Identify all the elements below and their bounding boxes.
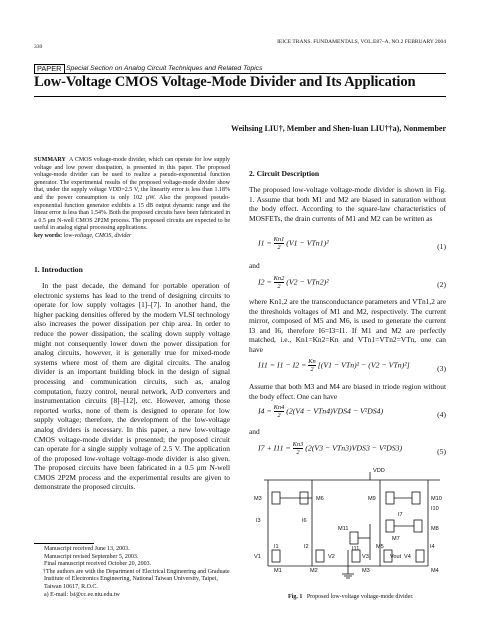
eq3-lhs: I11 = I1 − I2 = bbox=[258, 360, 307, 370]
label-i11: I11 bbox=[352, 546, 360, 552]
eq4-rhs: (2(V4 − VTn4)VDS4 − V²DS4) bbox=[286, 406, 384, 416]
label-i4: I4 bbox=[430, 544, 435, 550]
keywords-label: key words: bbox=[34, 232, 63, 239]
label-m7: M7 bbox=[392, 536, 400, 542]
label-i3: I3 bbox=[256, 518, 261, 524]
footnotes bbox=[34, 546, 230, 599]
title-rule bbox=[34, 96, 446, 97]
eq5-lhs: I7 + I11 = bbox=[258, 443, 291, 453]
eq3-den: 2 bbox=[310, 366, 314, 373]
label-v3: V3 bbox=[362, 554, 369, 560]
eq5-rhs: (2(V3 − VTn3)VDS3 − V²DS3) bbox=[305, 443, 403, 453]
authors: Weihsing LIU†, Member and Shen-Iuan LIU††a), Nonmember bbox=[231, 124, 446, 133]
eq2-lhs: I2 = bbox=[258, 277, 272, 287]
figure-1-schematic bbox=[252, 464, 446, 586]
figure-caption-label: Fig. 1 bbox=[288, 594, 303, 600]
keywords: low-voltage, CMOS, divider bbox=[63, 232, 132, 239]
eq4-number: (4) bbox=[437, 410, 446, 419]
eq4-den: 2 bbox=[277, 412, 281, 419]
label-vdd: VDD bbox=[373, 468, 385, 474]
and-1: and bbox=[249, 261, 260, 270]
label-v1: V1 bbox=[254, 554, 261, 560]
label-i7: I7 bbox=[398, 512, 403, 518]
eq3-number: (3) bbox=[437, 364, 446, 373]
label-i10: I10 bbox=[431, 506, 439, 512]
summary-block bbox=[34, 157, 230, 241]
label-m6: M6 bbox=[316, 496, 324, 502]
eq3-num: Kn bbox=[308, 358, 316, 365]
footnote-received: Manuscript received June 13, 2003. bbox=[44, 546, 130, 552]
eq4-num: Kn4 bbox=[273, 404, 285, 411]
label-m3b: M3 bbox=[362, 568, 370, 574]
footnote-revised: Manuscript revised September 5, 2003. bbox=[44, 553, 139, 560]
equation-5 bbox=[258, 441, 402, 456]
circuit-p3: Assume that both M3 and M4 are biased in triode region without the body effect. One can have bbox=[249, 382, 446, 401]
eq2-num: Kn2 bbox=[273, 275, 285, 282]
equation-1 bbox=[258, 236, 329, 251]
eq4-lhs: I4 = bbox=[258, 406, 272, 416]
eq1-lhs: I1 = bbox=[258, 238, 272, 248]
figure-caption-text: Proposed low-voltage voltage-mode divider. bbox=[306, 594, 414, 600]
summary-label: SUMMARY bbox=[34, 157, 66, 163]
equation-4 bbox=[258, 404, 383, 419]
label-i6: I6 bbox=[302, 518, 307, 524]
and-2: and bbox=[249, 427, 260, 436]
eq2-den: 2 bbox=[277, 283, 281, 290]
eq3-rhs: [(V1 − VTn)² − (V2 − VTn)²] bbox=[317, 360, 410, 370]
footnote-affiliation: †The authors are with the Department of Electrical Engineering and Graduate Institute of Electronics Engineering, National Taiwan University, Taipei, Taiwan 10617, R.O.C. bbox=[43, 568, 230, 590]
label-i1: I1 bbox=[274, 544, 279, 550]
equation-3 bbox=[258, 358, 410, 373]
label-vout: Vout bbox=[390, 554, 402, 560]
eq1-num: Kn1 bbox=[273, 236, 285, 243]
paper-label: PAPER bbox=[34, 64, 65, 74]
eq2-rhs: (V2 − VTn2)² bbox=[286, 277, 329, 287]
special-section: Special Section on Analog Circuit Techniques and Related Topics bbox=[66, 65, 263, 72]
circuit-p1: The proposed low-voltage voltage-mode divider is shown in Fig. 1. Assume that both M1 and M2 are biased in saturation without the body effect. According to the square-law characteristics of MOSFETs, the drain currents of M1 and M2 can be written as bbox=[249, 185, 446, 223]
eq5-den: 2 bbox=[296, 449, 300, 456]
label-m9: M9 bbox=[368, 496, 376, 502]
footnote-rule bbox=[34, 543, 94, 544]
eq1-number: (1) bbox=[437, 242, 446, 251]
summary-text: A CMOS voltage-mode divider, which can operate for low supply voltage and low power dissipation, is presented in this paper. The proposed voltage-mode divider can be used to realize a pseudo-exponential function generator. The experimental results of the proposed voltage-mode divider show that, under the supply voltage VDD=2.5 V, the linearity error is less than 1.18% and the power consumption is only 102 μW. Also the proposed pseudo-exponential function generator exhibits a 15 dB output dynamic range and the linear error is less than 1.54%. Both the proposed circuits have been fabricated in a 0.5 μm N-well CMOS 2P2M process. The proposed circuits are expected to be useful in analog signal processing applications. bbox=[34, 157, 230, 232]
label-m2: M2 bbox=[310, 568, 318, 574]
label-v4: V4 bbox=[404, 554, 411, 560]
eq1-den: 2 bbox=[277, 244, 281, 251]
eq5-number: (5) bbox=[437, 447, 446, 456]
label-i2: I2 bbox=[304, 544, 309, 550]
eq2-number: (2) bbox=[437, 280, 446, 289]
label-m3: M3 bbox=[254, 496, 262, 502]
label-m1: M1 bbox=[274, 568, 282, 574]
circuit-heading: 2. Circuit Description bbox=[249, 169, 320, 178]
eq1-rhs: (V1 − VTn1)² bbox=[286, 238, 329, 248]
label-m4: M4 bbox=[431, 568, 439, 574]
label-m8: M8 bbox=[431, 526, 439, 532]
figure-1-caption bbox=[288, 594, 414, 602]
intro-text: In the past decade, the demand for portable operation of electronic systems has lead to the trend of designing circuits to operate for low supply voltages [1]–[7]. In another hand, the higher packing densities offered by the modern VLSI technology also increases the power dissipation per chip area. In order to reduce the power dissipation, the scaling down supply voltage might not consequently lower down the power dissipation for analog circuits, however, it is generally true for mixed-mode systems where most of them are digital circuits. The analog divider is an important building block in the design of signal processing and communication circuits, such as, analog computation, fuzzy control, neural network, A/D converters and instrumentation circuits [8]–[12], etc. However, among those reported works, none of them is designed to operate for low supply voltage; therefore, the development of the low-voltage analog dividers is necessary. In this paper, a new low-voltage CMOS voltage-mode divider is presented; the proposed circuit can operate for a single supply voltage of 2.5 V. The application of the proposed low-voltage voltage-mode divider is also given. The proposed circuits have been fabricated in a 0.5 μm N-well CMOS 2P2M process and the experimental results are given to demonstrate the proposed circuits. bbox=[34, 281, 230, 492]
equation-2 bbox=[258, 275, 329, 290]
label-m5: M5 bbox=[376, 544, 384, 550]
journal-header: IEICE TRANS. FUNDAMENTALS, VOL.E87–A, NO.2 FEBRUARY 2004 bbox=[277, 39, 446, 45]
page-number: 330 bbox=[34, 44, 43, 50]
intro-heading: 1. Introduction bbox=[34, 265, 83, 274]
eq5-num: Kn3 bbox=[292, 441, 304, 448]
footnote-email: a) E-mail: lsi@cc.ee.ntu.edu.tw bbox=[44, 591, 120, 598]
label-v2: V2 bbox=[328, 554, 335, 560]
circuit-p2: where Kn1,2 are the transconductance parameters and VTn1,2 are the thresholds voltages of M1 and M2, respectively. The current mirror, composed of M5 and M6, is used to generate the current I3 and I6, therefore I6=I3=I1. If M1 and M2 are perfectly matched, i.e., Kn1=Kn2=Kn and VTn1=VTn2=VTn, one can have bbox=[249, 297, 446, 354]
paper-title: Low-Voltage CMOS Voltage-Mode Divider and Its Application bbox=[34, 74, 416, 90]
label-m10: M10 bbox=[431, 496, 442, 502]
label-m11: M11 bbox=[338, 526, 349, 532]
footnote-final: Final manuscript received October 20, 2003. bbox=[44, 561, 152, 568]
